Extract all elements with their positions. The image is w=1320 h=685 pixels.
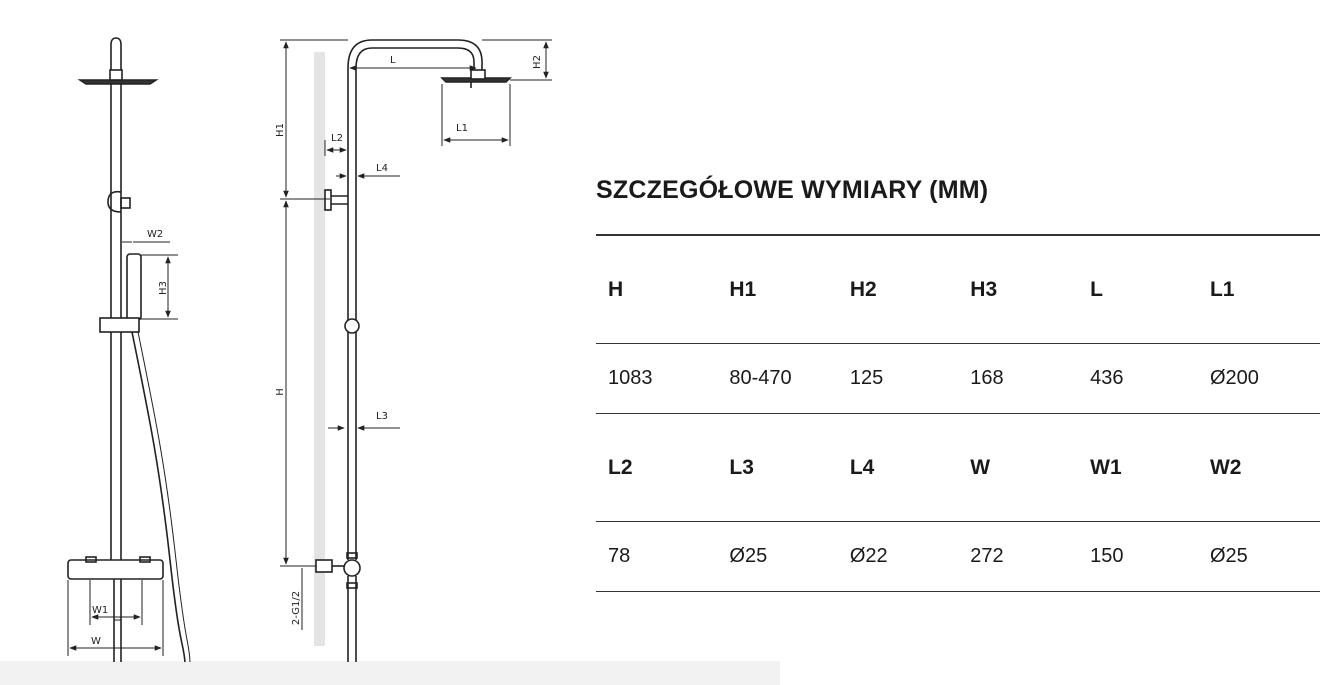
front-hose [132,332,185,662]
front-view [68,38,190,662]
front-hand-shower [127,254,141,320]
label-inlet-thread: 2-G1/2 [291,590,302,626]
page-title: SZCZEGÓŁOWE WYMIARY (MM) [596,176,989,204]
front-slider [100,318,139,332]
front-wall-bracket [108,192,121,212]
dim-value: Ø25 [717,522,837,592]
label-l3: L3 [376,411,388,422]
label-l4: L4 [376,163,388,174]
label-w2: W2 [147,229,164,240]
dim-header: H3 [958,235,1078,344]
dim-value: Ø200 [1198,344,1320,414]
dim-value: 1083 [596,344,717,414]
wall-section [314,52,325,646]
dim-header: H1 [717,235,837,344]
dim-value: 125 [838,344,958,414]
table-row [596,235,1320,344]
dim-header: H2 [838,235,958,344]
front-riser-top [111,38,121,70]
dim-value: 272 [958,522,1078,592]
side-wall-bracket [325,190,331,210]
dim-value: 436 [1078,344,1198,414]
label-l: L [390,55,396,66]
dim-value: 150 [1078,522,1198,592]
label-h3: H3 [158,281,169,295]
table-row [596,344,1320,414]
dim-header: L1 [1198,235,1320,344]
dimensions-table [596,234,1320,592]
dim-header: H [596,235,717,344]
dim-header: L4 [838,414,958,522]
side-top-arm [348,40,482,72]
dim-value: 78 [596,522,717,592]
dim-value: Ø22 [838,522,958,592]
label-l2: L2 [331,133,343,144]
label-h: H [275,388,286,396]
dim-value: 80-470 [717,344,837,414]
table-row [596,522,1320,592]
front-thermostat [68,560,163,579]
side-view [280,40,552,662]
dim-value: Ø25 [1198,522,1320,592]
dim-header: W2 [1198,414,1320,522]
label-w: W [91,636,101,647]
side-slider-knob [345,319,359,333]
dim-header: L2 [596,414,717,522]
dim-header: L [1078,235,1198,344]
label-h2: H2 [532,55,543,69]
table-row [596,414,1320,522]
label-l1: L1 [456,123,468,134]
label-w1: W1 [92,605,109,616]
dim-header: W1 [1078,414,1198,522]
side-inlet [316,560,332,572]
dim-header: L3 [717,414,837,522]
dim-header: W [958,414,1078,522]
dim-value: 168 [958,344,1078,414]
label-h1: H1 [275,123,286,137]
